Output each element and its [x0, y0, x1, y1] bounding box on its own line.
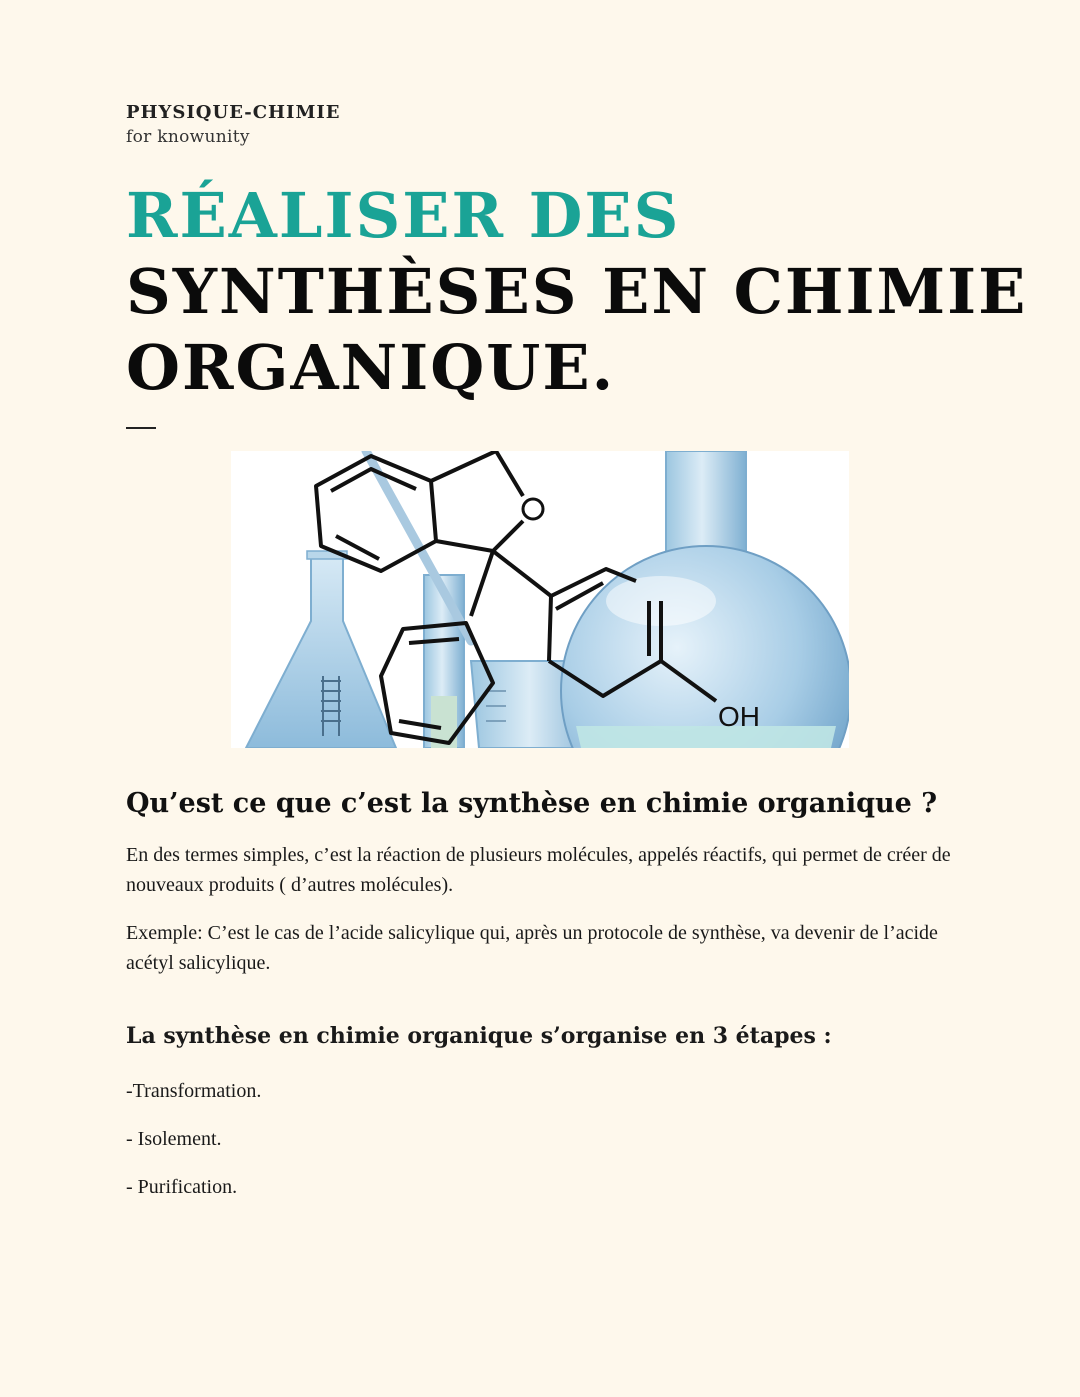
list-item: -Transformation.: [126, 1080, 262, 1102]
title-line-3: ORGANIQUE.: [126, 331, 616, 404]
hydroxyl-label: OH: [718, 701, 760, 732]
section-heading-definition: Qu’est ce que c’est la synthèse en chimie organique ?: [126, 788, 938, 819]
example-paragraph: Exemple: C’est le cas de l’acide salicylique qui, après un protocole de synthèse, va devenir de l’acide acétyl salicylique.: [126, 922, 938, 974]
title-line-2: SYNTHÈSES EN CHIMIE: [126, 255, 1028, 328]
round-bottom-flask: [561, 451, 849, 748]
erlenmeyer-flask: [246, 551, 396, 748]
title-divider: [126, 427, 156, 429]
list-item: - Isolement.: [126, 1128, 222, 1150]
steps-list: [126, 1076, 261, 1220]
list-item: - Purification.: [126, 1176, 238, 1198]
definition-paragraph: En des termes simples, c’est la réaction de plusieurs molécules, appelés réactifs, qui permet de créer de nouveaux produits ( d’autres molécules).: [126, 844, 951, 896]
subject-label: PHYSIQUE-CHIMIE: [126, 102, 341, 123]
oxygen-atom: [523, 499, 543, 519]
title-line-1: RÉALISER DES: [126, 179, 681, 252]
byline: for knowunity: [126, 127, 250, 147]
section-heading-steps: La synthèse en chimie organique s’organise en 3 étapes :: [126, 1023, 832, 1049]
page-title: [126, 178, 1027, 406]
hero-illustration: [231, 451, 849, 748]
